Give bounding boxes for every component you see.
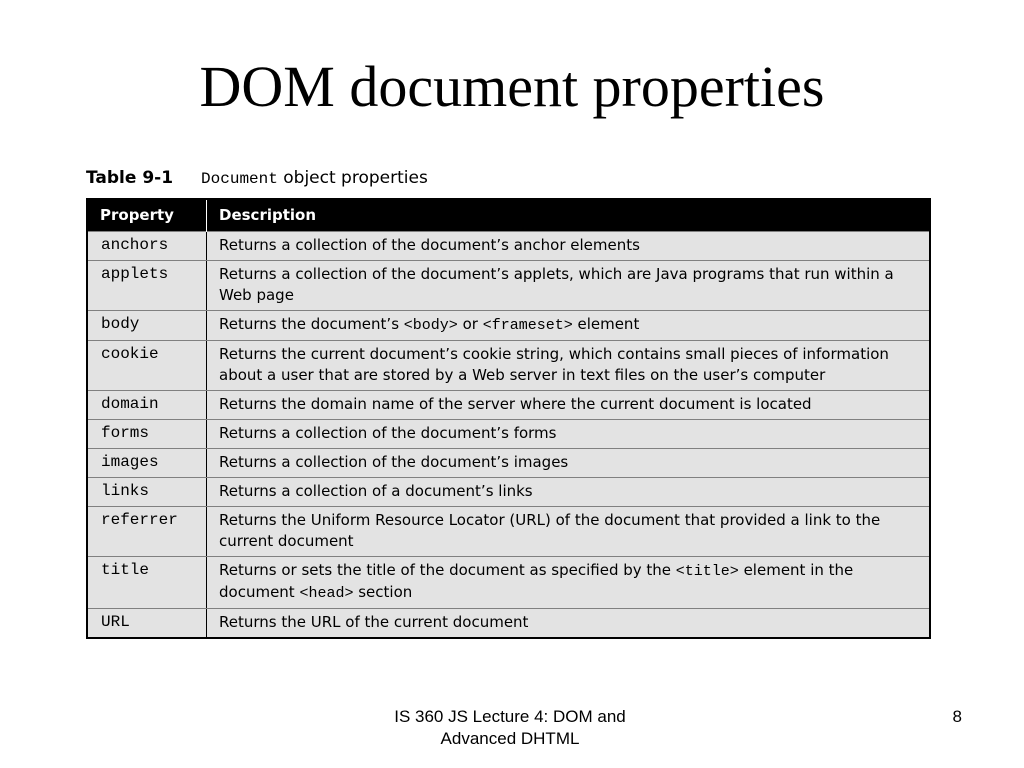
description-cell <box>207 311 931 341</box>
description-cell: Returns the domain name of the server where the current document is located <box>207 391 931 420</box>
table-caption-text: object properties <box>277 168 428 188</box>
property-cell: body <box>87 311 207 341</box>
property-cell: applets <box>87 261 207 311</box>
table-caption-code: Document <box>201 170 278 188</box>
description-text: or <box>457 315 483 333</box>
property-cell: links <box>87 478 207 507</box>
description-cell: Returns a collection of the document’s anchor elements <box>207 232 931 261</box>
table-row <box>87 420 930 449</box>
table-caption <box>86 166 428 191</box>
code-head-tag: <head> <box>299 585 354 602</box>
table-row <box>87 609 930 639</box>
footer-line: IS 360 JS Lecture 4: DOM and <box>394 707 626 726</box>
description-text: section <box>353 583 413 601</box>
document-properties-table <box>86 198 931 639</box>
description-cell: Returns the Uniform Resource Locator (URL) of the document that provided a link to the current document <box>207 507 931 557</box>
footer-lecture-title <box>340 706 680 750</box>
footer-line: Advanced DHTML <box>440 729 580 748</box>
code-frameset-tag: <frameset> <box>482 317 573 334</box>
table-header-row <box>87 199 930 232</box>
table-row <box>87 478 930 507</box>
property-cell: URL <box>87 609 207 639</box>
header-description: Description <box>207 199 931 232</box>
description-cell: Returns a collection of the document’s applets, which are Java programs that run within a Web page <box>207 261 931 311</box>
description-cell <box>207 557 931 609</box>
code-body-tag: <body> <box>403 317 458 334</box>
header-property: Property <box>87 199 207 232</box>
table-row <box>87 232 930 261</box>
table-row <box>87 341 930 391</box>
table-row <box>87 391 930 420</box>
property-cell: referrer <box>87 507 207 557</box>
property-cell: images <box>87 449 207 478</box>
table-row <box>87 507 930 557</box>
description-text: element in the document <box>219 561 854 601</box>
table-row <box>87 449 930 478</box>
property-cell: cookie <box>87 341 207 391</box>
table-row <box>87 261 930 311</box>
table-caption-label: Table 9-1 <box>86 168 174 188</box>
slide-title: DOM document properties <box>199 54 825 119</box>
property-cell: domain <box>87 391 207 420</box>
property-cell: anchors <box>87 232 207 261</box>
description-text: Returns the document’s <box>219 315 404 333</box>
page-number: 8 <box>952 707 962 726</box>
description-text: Returns or sets the title of the document as specified by the <box>219 561 676 579</box>
description-cell: Returns the URL of the current document <box>207 609 931 639</box>
description-cell: Returns the current document’s cookie string, which contains small pieces of information about a user that are stored by a Web server in text files on the user’s computer <box>207 341 931 391</box>
table-row <box>87 557 930 609</box>
code-title-tag: <title> <box>675 563 739 580</box>
description-cell: Returns a collection of a document’s links <box>207 478 931 507</box>
description-text: element <box>572 315 640 333</box>
table-row <box>87 311 930 341</box>
description-cell: Returns a collection of the document’s forms <box>207 420 931 449</box>
property-cell: forms <box>87 420 207 449</box>
property-cell: title <box>87 557 207 609</box>
description-cell: Returns a collection of the document’s images <box>207 449 931 478</box>
